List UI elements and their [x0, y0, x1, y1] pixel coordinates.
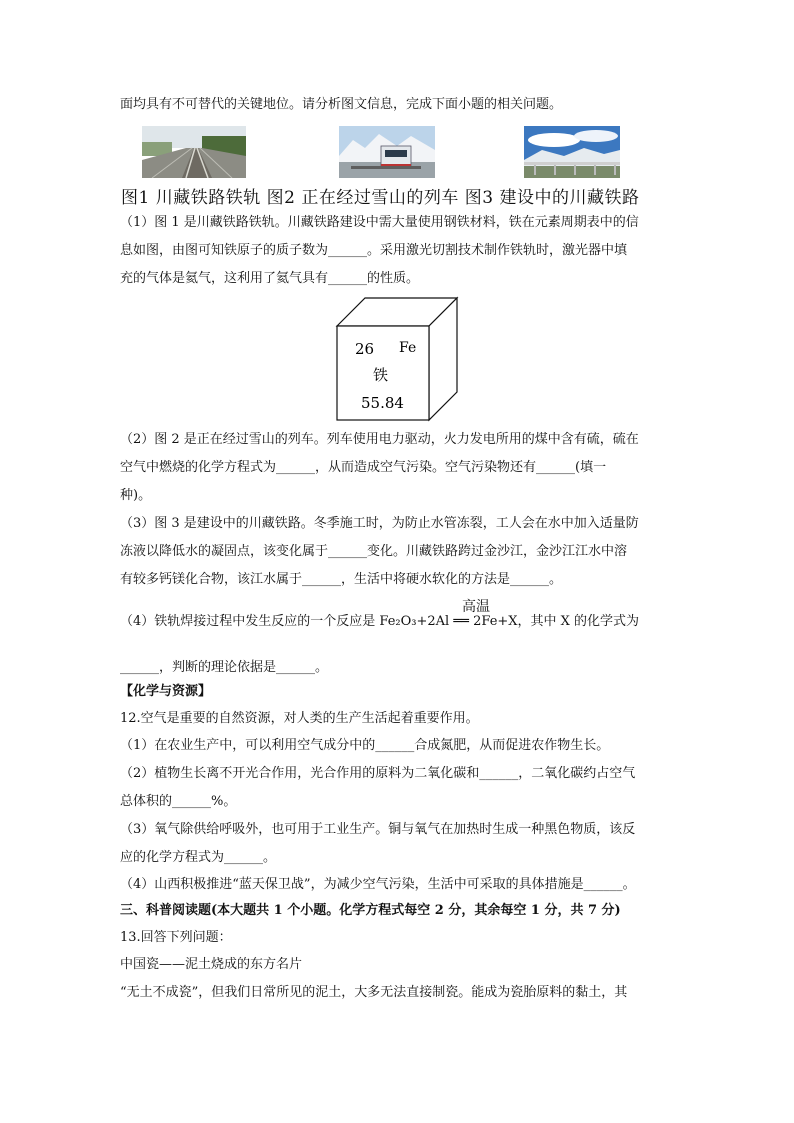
iron-element-box — [335, 296, 461, 426]
snow-train-photo — [339, 126, 435, 178]
q11-p1-line3: 充的气体是氦气，这利用了氦气具有______的性质。 — [120, 271, 420, 286]
element-symbol: Fe — [399, 340, 417, 356]
q12-title: 12.空气是重要的自然资源，对人类的生产生活起着重要作用。 — [120, 711, 479, 726]
q12-p3-line2: 应的化学方程式为______。 — [120, 850, 277, 865]
q11-p4-line1: （4）铁轨焊接过程中发生反应的一个反应是 Fe₂O₃+2Al ══ 2Fe+X，其中 X 的化学式为 — [120, 614, 640, 629]
q13-title: 13.回答下列问题： — [120, 930, 232, 945]
figure-caption: 图1 川藏铁路铁轨 图2 正在经过雪山的列车 图3 建设中的川藏铁路 — [121, 188, 640, 208]
q11-p4-line2: ______，判断的理论依据是______。 — [120, 660, 329, 675]
q12-p2-line2: 总体积的______%。 — [120, 794, 237, 809]
q11-p3-line2: 冻液以降低水的凝固点，该变化属于______变化。川藏铁路跨过金沙江，金沙江江水中溶 — [120, 544, 628, 559]
q12-p3-line1: （3）氧气除供给呼吸外，也可用于工业生产。铜与氧气在加热时生成一种黑色物质，该反 — [120, 822, 636, 837]
q11-p3-line1: （3）图 3 是建设中的川藏铁路。冬季施工时，为防止水管冻裂，工人会在水中加入适量防 — [120, 516, 639, 531]
atomic-mass: 55.84 — [361, 394, 404, 412]
q11-p3-line3: 有较多钙镁化合物，该江水属于______，生活中将硬水软化的方法是______。 — [120, 572, 563, 587]
q11-p2-line1: （2）图 2 是正在经过雪山的列车。列车使用电力驱动，火力发电所用的煤中含有硫，硫在 — [120, 432, 639, 447]
railway-bridge-photo — [524, 126, 620, 178]
q11-p1-line2: 息如图，由图可知铁原子的质子数为______。采用激光切割技术制作铁轨时，激光器中填 — [120, 243, 628, 258]
atomic-number: 26 — [355, 340, 375, 358]
q12-p1: （1）在农业生产中，可以利用空气成分中的______合成氮肥，从而促进农作物生长。 — [120, 738, 610, 753]
section-3-heading: 三、科普阅读题(本大题共 1 个小题。化学方程式每空 2 分，其余每空 1 分，共 7 分) — [120, 903, 621, 918]
railway-track-photo — [142, 126, 246, 178]
q12-p2-line1: （2）植物生长离不开光合作用，光合作用的原料为二氧化碳和______，二氧化碳约占空气 — [120, 766, 636, 781]
intro-text: 面均具有不可替代的关键地位。请分析图文信息，完成下面小题的相关问题。 — [120, 97, 563, 112]
q13-subtitle: 中国瓷——泥土烧成的东方名片 — [120, 957, 303, 972]
element-name: 铁 — [373, 366, 389, 384]
q11-p2-line2: 空气中燃烧的化学方程式为______，从而造成空气污染。空气污染物还有______(填一 — [120, 460, 607, 475]
q11-p1-line1: （1）图 1 是川藏铁路铁轨。川藏铁路建设中需大量使用钢铁材料，铁在元素周期表中的信 — [120, 215, 639, 230]
q12-p4: （4）山西积极推进“蓝天保卫战”，为减少空气污染，生活中可采取的具体措施是______。 — [120, 877, 636, 892]
q11-p2-line3: 种)。 — [120, 488, 152, 503]
q13-p1: “无土不成瓷”，但我们日常所见的泥土，大多无法直接制瓷。能成为瓷胎原料的黏土，其 — [120, 985, 628, 1000]
reaction-condition: 高温 — [462, 599, 490, 615]
section-chem-resources: 【化学与资源】 — [120, 684, 212, 699]
